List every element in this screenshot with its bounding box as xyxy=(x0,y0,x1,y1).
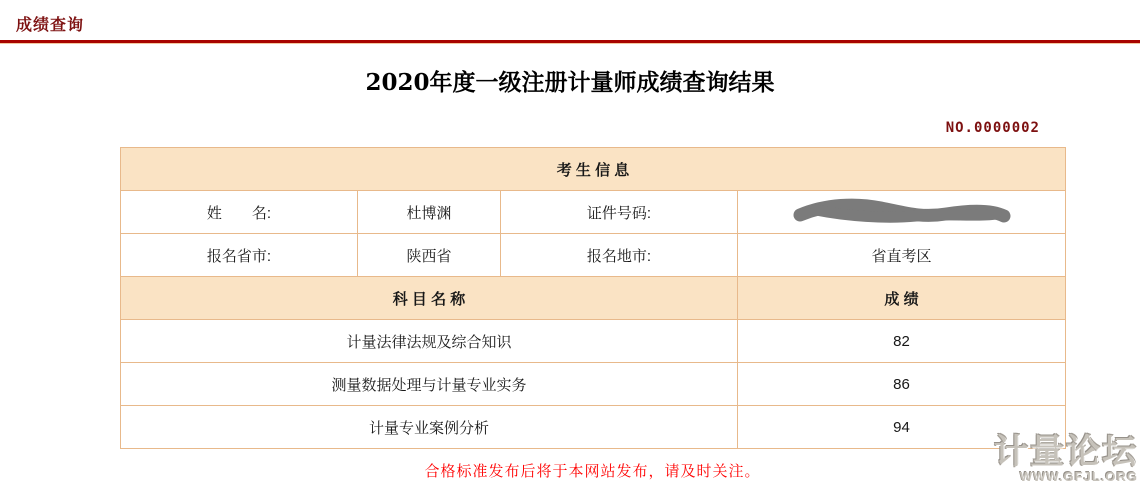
city-value: 省直考区 xyxy=(738,234,1066,277)
subject-score: 86 xyxy=(738,363,1066,406)
candidate-info-header: 考 生 信 息 xyxy=(121,148,1066,191)
table-row-score-header xyxy=(121,277,1066,320)
id-label: 证件号码: xyxy=(501,191,738,234)
table-row-score-1 xyxy=(121,320,1066,363)
table-row-score-2 xyxy=(121,363,1066,406)
breadcrumb: 成绩查询 xyxy=(16,17,85,34)
table-row-score-3 xyxy=(121,406,1066,449)
content-area xyxy=(120,120,1065,481)
forum-watermark-url: WWW.GFJL.ORG xyxy=(1019,469,1138,484)
subject-name: 计量法律法规及综合知识 xyxy=(121,320,738,363)
subject-score: 94 xyxy=(738,406,1066,449)
name-value: 杜博渊 xyxy=(358,191,501,234)
page-title: 2020年度一级注册计量师成绩查询结果 xyxy=(365,69,775,96)
table-row-province-city xyxy=(121,234,1066,277)
result-table xyxy=(120,147,1066,449)
city-label: 报名地市: xyxy=(501,234,738,277)
name-label: 姓 名: xyxy=(121,191,358,234)
province-value: 陕西省 xyxy=(358,234,501,277)
forum-watermark-name: 计量论坛 xyxy=(994,433,1138,471)
table-row-name-id xyxy=(121,191,1066,234)
score-header: 成 绩 xyxy=(738,277,1066,320)
top-bar xyxy=(0,0,1140,40)
subject-name: 测量数据处理与计量专业实务 xyxy=(121,363,738,406)
forum-watermark xyxy=(994,433,1138,484)
redacted-id-scribble xyxy=(786,198,1018,226)
notice-text: 合格标准发布后将于本网站发布，请及时关注。 xyxy=(424,463,761,480)
subject-name: 计量专业案例分析 xyxy=(121,406,738,449)
province-label: 报名省市: xyxy=(121,234,358,277)
id-value-cell xyxy=(738,191,1066,234)
header-divider-light xyxy=(0,43,1140,44)
subject-score: 82 xyxy=(738,320,1066,363)
subject-header: 科 目 名 称 xyxy=(121,277,738,320)
table-row-candidate-header xyxy=(121,148,1066,191)
serial-number: NO.0000002 xyxy=(945,120,1040,136)
